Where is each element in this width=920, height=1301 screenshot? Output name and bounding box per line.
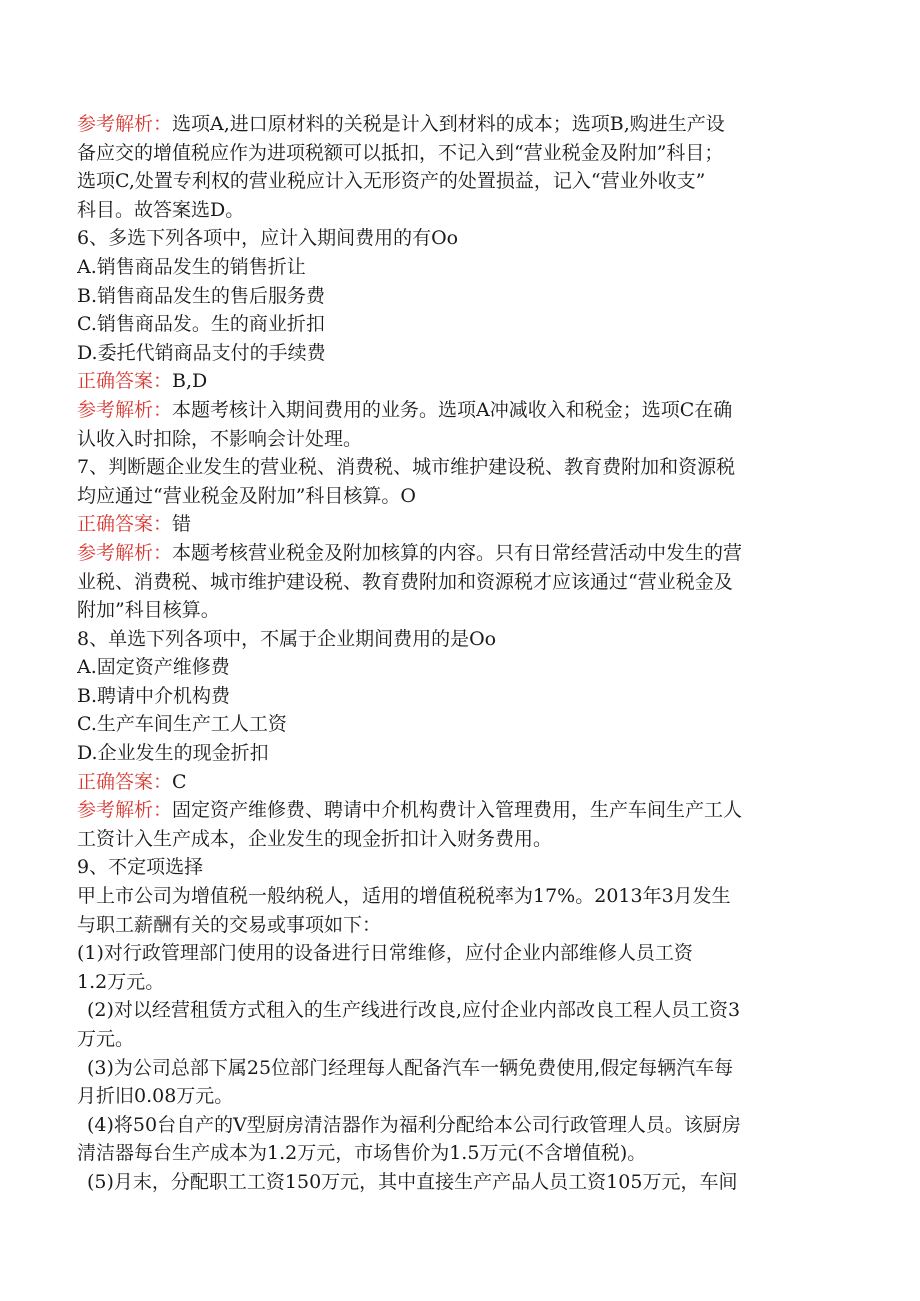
analysis-label: 参考解析： — [77, 799, 173, 822]
q7-analysis-line: 业税、消费税、城市维护建设税、教育费附加和资源税才应该通过“营业税金及 — [77, 570, 733, 593]
q9-item-line: (4)将50台自产的V型厨房清洁器作为福利分配给本公司行政管理人员。该厨房 — [87, 1113, 741, 1136]
q8-analysis-line: 工资计入生产成本，企业发生的现金折扣计入财务费用。 — [77, 827, 553, 850]
q7-answer: 正确答案：错 — [77, 513, 192, 536]
q8-option: A.固定资产维修费 — [77, 656, 230, 679]
q6-analysis-line: 参考解析：本题考核计入期间费用的业务。选项A冲减收入和税金；选项C在确 — [77, 398, 733, 421]
q6-option: C.销售商品发。生的商业折扣 — [77, 313, 325, 336]
analysis-label: 参考解析： — [77, 398, 173, 421]
q9-title: 9、不定项选择 — [77, 856, 204, 879]
q6-option: A.销售商品发生的销售折让 — [77, 255, 306, 278]
q8-stem: 8、单选下列各项中，不属于企业期间费用的是Oo — [77, 627, 497, 650]
q6-option: D.委托代销商品支付的手续费 — [77, 341, 326, 364]
q9-item-line: 清洁器每台生产成本为1.2万元，市场售价为1.5万元(不含增值税)。 — [77, 1142, 647, 1165]
q9-item-line: (3)为公司总部下属25位部门经理每人配备汽车一辆免费使用,假定每辆汽车每 — [87, 1056, 734, 1079]
q8-option: C.生产车间生产工人工资 — [77, 713, 287, 736]
q7-stem: 均应通过“营业税金及附加”科目核算。O — [77, 484, 417, 507]
q9-item-line: 万元。 — [77, 1028, 135, 1050]
q9-intro: 与职工薪酬有关的交易或事项如下： — [77, 913, 382, 936]
q6-answer: 正确答案：B,D — [77, 370, 208, 393]
q8-option: B.聘请中介机构费 — [77, 684, 231, 707]
answer-label: 正确答案： — [77, 513, 173, 536]
analysis-label: 参考解析： — [77, 113, 173, 135]
q8-answer: 正确答案：C — [77, 770, 187, 793]
q6-option: B.销售商品发生的售后服务费 — [77, 284, 326, 307]
q8-option: D.企业发生的现金折扣 — [77, 742, 269, 765]
q9-item-line: 月折旧0.08万元。 — [77, 1085, 234, 1108]
q5-analysis-line: 备应交的增值税应作为进项税额可以抵扣，不记入到“营业税金及附加”科目； — [77, 141, 724, 164]
q7-analysis-line: 附加”科目核算。 — [77, 599, 220, 622]
q9-intro: 甲上市公司为增值税一般纳税人，适用的增值税税率为17%。2013年3月发生 — [77, 885, 731, 908]
q6-analysis-line: 认收入时扣除，不影响会计处理。 — [77, 427, 363, 450]
q7-analysis-line: 参考解析：本题考核营业税金及附加核算的内容。只有日常经营活动中发生的营 — [77, 541, 743, 564]
q5-analysis-line: 参考解析：选项A,进口原材料的关税是计入到材料的成本；选项B,购进生产设 — [77, 113, 725, 135]
q9-item-line: (2)对以经营租赁方式租入的生产线进行改良,应付企业内部改良工程人员工资3 — [87, 999, 741, 1022]
q8-analysis-line: 参考解析：固定资产维修费、聘请中介机构费计入管理费用，生产车间生产工人 — [77, 799, 743, 822]
q7-stem: 7、判断题企业发生的营业税、消费税、城市维护建设税、教育费附加和资源税 — [77, 456, 736, 479]
analysis-label: 参考解析： — [77, 541, 173, 564]
q5-analysis-line: 选项C,处置专利权的营业税应计入无形资产的处置损益，记入“营业外收支” — [77, 170, 706, 193]
answer-label: 正确答案： — [77, 770, 173, 793]
q5-analysis-line: 科目。故答案选D。 — [77, 198, 245, 221]
q6-stem: 6、多选下列各项中，应计入期间费用的有Oo — [77, 227, 459, 250]
q9-item-line: (1)对行政管理部门使用的设备进行日常维修，应付企业内部维修人员工资 — [77, 942, 693, 965]
document-page — [77, 110, 847, 1197]
q9-item-line: (5)月末，分配职工工资150万元，其中直接生产产品人员工资105万元，车间 — [87, 1170, 738, 1193]
answer-label: 正确答案： — [77, 370, 173, 393]
q9-item-line: 1.2万元。 — [77, 970, 165, 993]
